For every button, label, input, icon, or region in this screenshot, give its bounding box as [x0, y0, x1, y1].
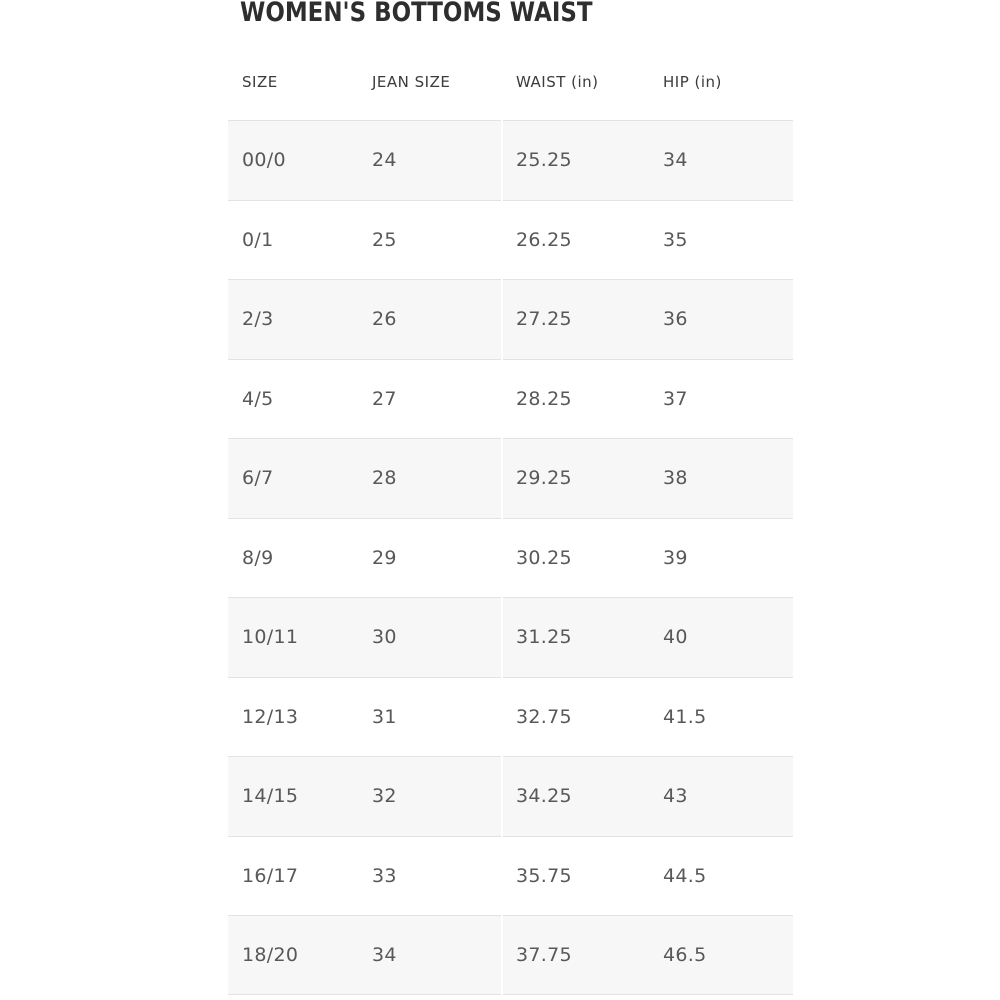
header-cell-hip-in: HIP (in)	[663, 73, 722, 91]
table-row	[228, 597, 793, 677]
size-chart-table	[228, 120, 793, 995]
table-cell: 18/20	[242, 943, 299, 966]
table-cell: 29.25	[516, 467, 572, 490]
table-cell: 44.5	[663, 864, 707, 887]
table-cell: 14/15	[242, 785, 299, 808]
table-cell: 29	[372, 546, 397, 569]
table-row	[228, 120, 793, 200]
table-row	[228, 200, 793, 280]
table-cell: 00/0	[242, 149, 286, 172]
table-cell: 34.25	[516, 785, 572, 808]
header-cell-waist-in: WAIST (in)	[516, 73, 599, 91]
table-cell: 35	[663, 228, 688, 251]
table-cell: 27.25	[516, 308, 572, 331]
table-cell: 10/11	[242, 626, 299, 649]
table-cell: 24	[372, 149, 397, 172]
table-cell: 46.5	[663, 943, 707, 966]
table-row	[228, 915, 793, 995]
table-cell: 4/5	[242, 387, 274, 410]
page-title: WOMEN'S BOTTOMS WAIST	[240, 0, 593, 28]
table-row	[228, 438, 793, 518]
table-cell: 43	[663, 785, 688, 808]
table-cell: 37	[663, 387, 688, 410]
table-cell: 34	[663, 149, 688, 172]
table-column-group-divider	[501, 120, 503, 995]
table-cell: 32.75	[516, 705, 572, 728]
table-cell: 8/9	[242, 546, 274, 569]
table-cell: 28.25	[516, 387, 572, 410]
table-cell: 2/3	[242, 308, 274, 331]
table-row	[228, 518, 793, 598]
table-row	[228, 359, 793, 439]
table-row	[228, 279, 793, 359]
table-cell: 31.25	[516, 626, 572, 649]
table-cell: 35.75	[516, 864, 572, 887]
table-cell: 41.5	[663, 705, 707, 728]
table-cell: 30	[372, 626, 397, 649]
table-cell: 33	[372, 864, 397, 887]
table-cell: 12/13	[242, 705, 299, 728]
table-cell: 26	[372, 308, 397, 331]
table-cell: 30.25	[516, 546, 572, 569]
table-cell: 37.75	[516, 943, 572, 966]
table-cell: 16/17	[242, 864, 299, 887]
table-cell: 39	[663, 546, 688, 569]
table-cell: 6/7	[242, 467, 274, 490]
table-cell: 38	[663, 467, 688, 490]
table-cell: 40	[663, 626, 688, 649]
table-cell: 27	[372, 387, 397, 410]
table-cell: 25.25	[516, 149, 572, 172]
table-row	[228, 756, 793, 836]
table-cell: 31	[372, 705, 397, 728]
table-cell: 32	[372, 785, 397, 808]
header-cell-jean-size: JEAN SIZE	[372, 73, 451, 91]
table-cell: 34	[372, 943, 397, 966]
table-row	[228, 677, 793, 757]
header-cell-size: SIZE	[242, 73, 278, 91]
table-cell: 28	[372, 467, 397, 490]
table-header-row	[228, 64, 793, 100]
table-cell: 26.25	[516, 228, 572, 251]
table-cell: 36	[663, 308, 688, 331]
table-cell: 25	[372, 228, 397, 251]
table-cell: 0/1	[242, 228, 274, 251]
table-row	[228, 836, 793, 916]
